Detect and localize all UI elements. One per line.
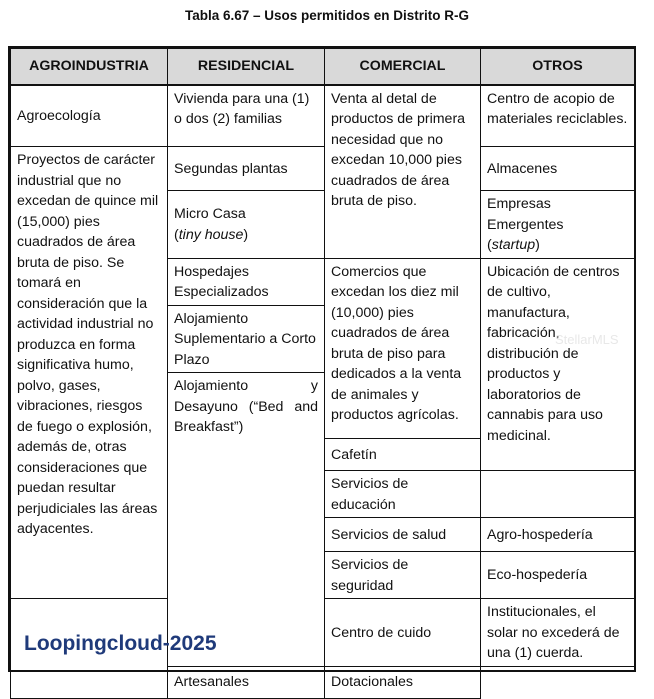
otros-cell-eco-hospederia: Eco-hospedería [481, 552, 635, 599]
micro-casa-label: Micro Casa [174, 206, 246, 223]
res-cell-segundas-plantas: Segundas plantas [168, 147, 325, 191]
empresas-label: Empresas Emergentes [487, 196, 564, 233]
com-cell-seguridad: Servicios de seguridad [325, 552, 481, 599]
header-comercial: COMERCIAL [325, 49, 481, 85]
res-cell-vivienda: Vivienda para una (1) o dos (2) familias [168, 85, 325, 147]
agro-cell-proyectos [11, 147, 168, 599]
header-residencial: RESIDENCIAL [168, 49, 325, 85]
otros-cell-agro-hospederia: Agro-hospedería [481, 518, 635, 552]
com-cell-centro-cuido: Centro de cuido [325, 599, 481, 667]
otros-cell-almacenes: Almacenes [481, 147, 635, 191]
com-cell-salud: Servicios de salud [325, 518, 481, 552]
header-row [11, 49, 635, 85]
agro-proyectos-text: Proyectos de carácter industrial que no excedan de quince mil (15,000) pies cuadrados de área bruta de piso. Se tomará en consideración que la actividad industrial no produzca en forma significativa humo, polvo, gases, vibraciones, riesgos de fuego o explosión, además de, otras consideraciones que puedan resultar perjudiciales las áreas adyacentes. [17, 152, 159, 537]
res-cell-bed-breakfast: Alojamiento y Desayuno (“Bed and Breakfast”) [168, 373, 325, 667]
com-cell-venta-detal: Venta al detal de productos de primera necesidad que no excedan 10,000 pies cuadrados de área bruta de piso. [325, 85, 481, 259]
com-cell-comercios: Comercios que excedan los diez mil (10,000) pies cuadrados de área bruta de piso para dedicados a la venta de animales y productos agrícolas. [325, 258, 481, 439]
watermark-text: Loopingcloud-2025 [24, 632, 217, 655]
otros-cell-centro-acopio: Centro de acopio de materiales reciclables. [481, 85, 635, 147]
table-row [11, 147, 635, 191]
res-cell-micro-casa: Micro Casa (tiny house) [168, 191, 325, 259]
otros-cell-cannabis: Ubicación de centros de cultivo, manufactura, fabricación, distribución de productos y laboratorios de cannabis para uso medicinal. [481, 258, 635, 471]
tiny-house-label: tiny house [178, 226, 244, 243]
agro-cell-agroecologia: Agroecología [11, 85, 168, 147]
startup-label: startup [491, 237, 536, 253]
table-row [11, 85, 635, 147]
com-cell-educacion: Servicios de educación [325, 471, 481, 518]
otros-cell-empresas: Empresas Emergentes (startup) [481, 191, 635, 259]
header-otros: OTROS [481, 49, 635, 85]
faint-watermark: StellarMLS [555, 332, 619, 347]
uses-table [10, 48, 635, 699]
res-cell-alojamiento-suplementario: Alojamiento Suplementario a Corto Plazo [168, 305, 325, 373]
table-title: Tabla 6.67 – Usos permitidos en Distrito R-G [184, 8, 470, 23]
otros-cell-dotacionales: Dotacionales [325, 666, 481, 698]
com-cell-cafetin: Cafetín [325, 439, 481, 471]
uses-table-frame [8, 46, 636, 691]
res-cell-hospedajes: Hospedajes Especializados [168, 258, 325, 305]
header-agroindustria: AGROINDUSTRIA [11, 49, 168, 85]
com-cell-artesanales: Artesanales [168, 666, 325, 698]
otros-cell-institucionales: Institucionales, el solar no excederá de una (1) cuerda. [481, 599, 635, 667]
